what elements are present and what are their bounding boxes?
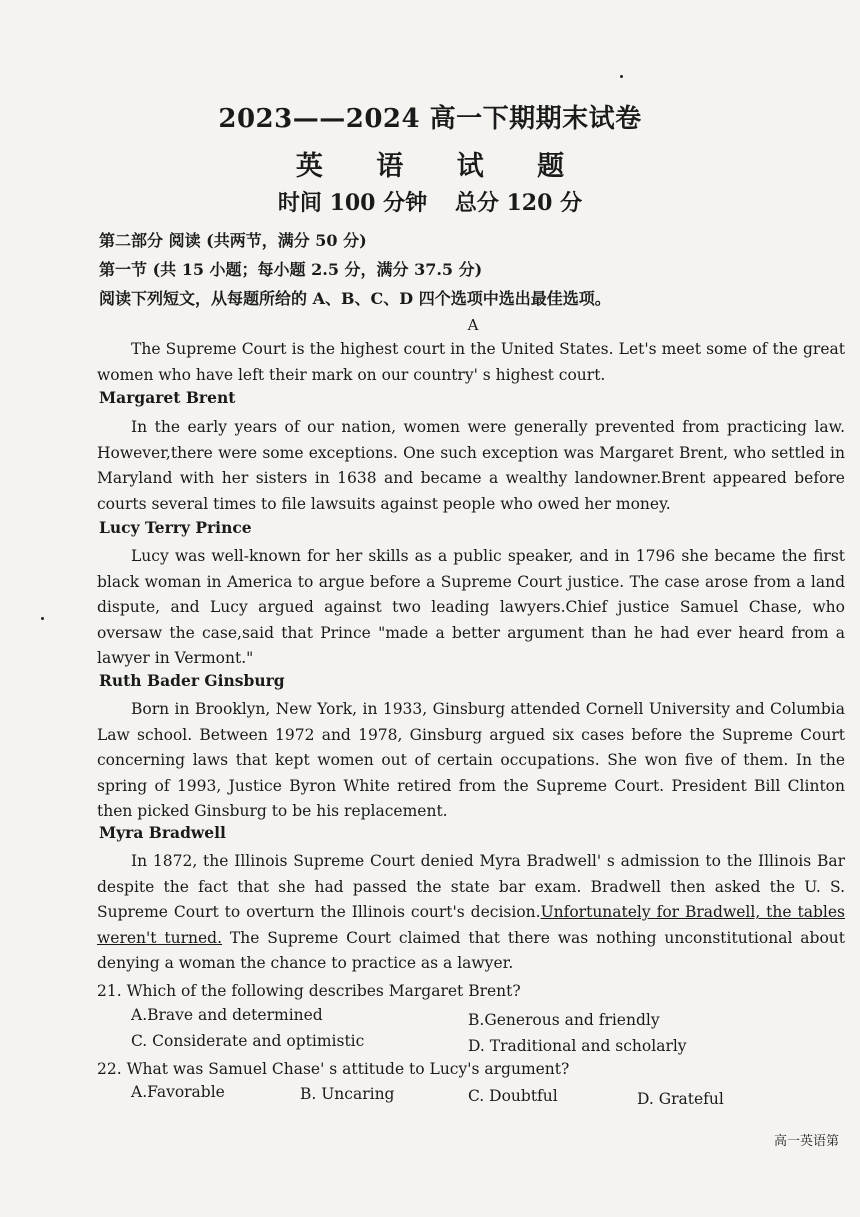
section-text: Lucy was well-known for her skills as a public speaker, and in 1796 she became the first black woman in America to argue before a Supreme Court justice. The case arose from a land dispute, and Lucy argued against two leading lawyers.Chief justice Samuel Chase, who oversaw the case,said that Prince "made a better argument than he had ever heard from a lawyer in Vermont."	[97, 547, 845, 668]
option-a: A.Brave and determined	[131, 1006, 323, 1024]
question-stem: 22. What was Samuel Chase' s attitude to Lucy's argument?	[97, 1060, 570, 1078]
speck-mark	[620, 75, 623, 78]
exam-title: 2023——2024 高一下期期末试卷	[218, 104, 642, 134]
section-text: In 1872, the Illinois Supreme Court denied Myra Bradwell' s admission to the Illinois Bar despite the fact that she had passed the state bar exam. Bradwell then asked the U. S. Supreme Court to overturn the Illinois court's decision.Unfortunately for Bradwell, the tables weren't turned. The Supreme Court claimed that there was nothing unconstitutional about denying a woman the chance to practice as a lawyer.	[97, 852, 845, 973]
speck-mark	[41, 617, 44, 620]
option-b: B.Generous and friendly	[468, 1011, 660, 1029]
option-c: C. Doubtful	[468, 1087, 558, 1105]
option-d: D. Grateful	[637, 1090, 724, 1108]
option-a: A.Favorable	[131, 1083, 225, 1101]
question-stem: 21. Which of the following describes Margaret Brent?	[97, 982, 521, 1000]
total-score: 总分 120 分	[454, 190, 583, 216]
section-name: Ruth Bader Ginsburg	[99, 671, 285, 690]
passage-label: A	[467, 316, 479, 334]
section-text: In the early years of our nation, women were generally prevented from practicing law. However,there were some exceptions. One such exception was Margaret Brent, who settled in Maryland with her sisters in 1638 and became a wealthy landowner.Brent appeared before courts several times to file lawsuits against people who owed her money.	[97, 418, 845, 513]
section-heading: 第一节 (共 15 小题；每小题 2.5 分，满分 37.5 分)	[99, 260, 483, 279]
page-footer: 高一英语第	[774, 1134, 840, 1149]
exam-meta	[0, 186, 860, 217]
part-heading: 第二部分 阅读 (共两节，满分 50 分)	[99, 231, 367, 250]
passage-intro: The Supreme Court is the highest court in the United States. Let's meet some of the great women who have left their mark on our country' s highest court.	[97, 340, 845, 384]
time-limit: 时间 100 分钟	[277, 190, 428, 216]
section-text: Born in Brooklyn, New York, in 1933, Ginsburg attended Cornell University and Columbia Law school. Between 1972 and 1978, Ginsburg argued six cases before the Supreme Court concerning laws that kept women out of certain occupations. She won five of them. In the spring of 1993, Justice Byron White retired from the Supreme Court. President Bill Clinton then picked Ginsburg to be his replacement.	[97, 700, 845, 821]
subject-title: 英 语 试 题	[295, 151, 587, 182]
directions: 阅读下列短文，从每题所给的 A、B、C、D 四个选项中选出最佳选项。	[99, 289, 611, 308]
underlined-sentence: Unfortunately for Bradwell, the tables weren't turned.	[97, 903, 845, 947]
option-d: D. Traditional and scholarly	[468, 1037, 687, 1055]
section-name: Myra Bradwell	[99, 823, 226, 842]
option-b: B. Uncaring	[300, 1085, 395, 1103]
section-name: Lucy Terry Prince	[99, 518, 252, 537]
option-c: C. Considerate and optimistic	[131, 1032, 365, 1050]
section-name: Margaret Brent	[99, 388, 236, 407]
